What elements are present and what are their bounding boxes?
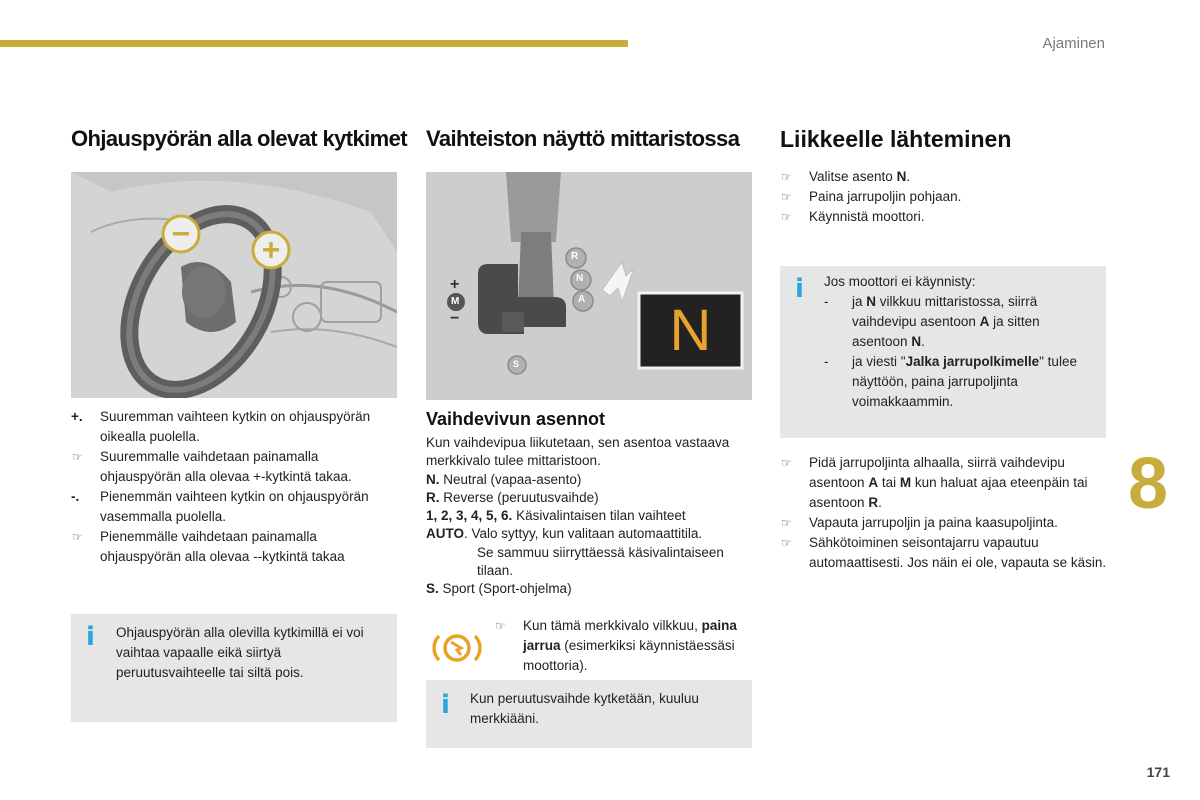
gear-positions-text [426, 434, 752, 599]
dash-item: - ja viesti "Jalka jarrupolkimelle" tulee näyttöön, paina jarrupoljinta voimakkaammin. [824, 354, 1077, 409]
gate-label-minus: − [450, 310, 460, 327]
list-marker: -. [71, 489, 80, 504]
pointing-hand-icon: ☞ [495, 619, 506, 633]
list-item: ☞ Pidä jarrupoljinta alhaalla, siirrä vaihdevipu asentoon A tai M kun haluat ajaa eteenpäin tai asentoon R. [781, 455, 1088, 510]
start-steps [780, 167, 1106, 227]
pointing-hand-icon: ☞ [781, 170, 792, 184]
info-text: Kun peruutusvaihde kytketään, kuuluu merkkiääni. [470, 691, 699, 726]
list-item: ☞ Sähkötoiminen seisontajarru vapautuu automaattisesti. Jos näin ei ole, vapauta se käsin. [781, 535, 1107, 570]
position-row: S. Sport (Sport-ohjelma) [426, 581, 572, 597]
info-text: Jos moottori ei käynnisty: - ja N vilkkuu mittaristossa, siirrä vaihdevipu asentoon A ja sitten asentoon N. - ja viesti "Jalka jarrupolkimelle" tulee näyttöön, paina jarrupoljinta voimakkaammin. [824, 272, 1094, 412]
info-icon: i [86, 622, 95, 652]
heading-steering-switches: Ohjauspyörän alla olevat kytkimet [71, 126, 408, 151]
pointing-hand-icon: ☞ [781, 536, 792, 550]
steering-wheel-illustration [71, 172, 397, 398]
info-icon: i [795, 274, 804, 304]
switch-instructions [71, 407, 397, 567]
info-box [780, 266, 1106, 438]
gate-label-n: N [576, 273, 584, 284]
page-number: 171 [1146, 764, 1170, 780]
list-item: +. Suuremman vaihteen kytkin on ohjauspyörän oikealla puolella. [71, 409, 371, 444]
position-row: R. Reverse (peruutusvaihde) [426, 489, 599, 505]
intro-text: Kun vaihdevipua liikutetaan, sen asentoa vastaava merkkivalo tulee mittaristoon. [426, 435, 730, 469]
pointing-hand-icon: ☞ [781, 190, 792, 204]
list-item: ☞ Valitse asento N. [780, 167, 1106, 187]
gate-label-a: A [578, 294, 586, 305]
auto-continuation: Se sammuu siirryttäessä käsivalintaiseen tilaan. [477, 544, 724, 579]
gate-label-s: S [513, 359, 520, 369]
pointing-hand-icon: ☞ [781, 210, 792, 224]
gear-selector-illustration [426, 172, 752, 400]
pointing-hand-icon: ☞ [781, 516, 792, 530]
gear-positions-section [426, 409, 752, 599]
section-title: Ajaminen [1042, 35, 1105, 52]
position-row: N. Neutral (vapaa-asento) [426, 471, 582, 487]
list-marker: +. [71, 409, 83, 424]
list-item: ☞ Pienemmälle vaihdetaan painamalla ohjauspyörän alla olevaa --kytkintä takaa [72, 529, 345, 564]
brake-warning-icon [429, 628, 485, 668]
dash-item: - ja N vilkkuu mittaristossa, siirrä vaihdevipu asentoon A ja sitten asentoon N. [824, 294, 1040, 349]
pointing-hand-icon: ☞ [781, 456, 792, 470]
heading-gearbox-display: Vaihteiston näyttö mittaristossa [426, 126, 740, 151]
warning-text: ☞ Kun tämä merkkivalo vilkkuu, paina jarrua (esimerkiksi käynnistäessäsi moottoria). [495, 618, 737, 673]
gate-label-plus: + [450, 276, 460, 293]
cluster-gear-display: N [669, 298, 712, 363]
info-box [426, 680, 752, 748]
info-box [71, 614, 397, 722]
position-row: AUTO. Valo syttyy, kun valitaan automaattitila. [426, 526, 703, 542]
drive-steps [780, 453, 1110, 573]
heading-starting-off: Liikkeelle lähteminen [780, 126, 1012, 152]
position-row: 1, 2, 3, 4, 5, 6. Käsivalintaisen tilan vaihteet [426, 508, 686, 524]
header-accent-bar [0, 40, 628, 47]
list-item: ☞ Käynnistä moottori. [780, 207, 1106, 227]
list-item: ☞ Vapauta jarrupoljin ja paina kaasupoljinta. [780, 513, 1110, 533]
gate-label-r: R [571, 251, 579, 262]
chapter-number: 8 [1128, 444, 1169, 524]
list-item: ☞ Suuremmalle vaihdetaan painamalla ohjauspyörän alla olevaa +-kytkintä takaa. [72, 449, 352, 484]
list-item: -. Pienemmän vaihteen kytkin on ohjauspyörän vasemmalla puolella. [71, 489, 369, 524]
list-item: ☞ Paina jarrupoljin pohjaan. [780, 187, 1106, 207]
pointing-hand-icon: ☞ [72, 530, 83, 544]
info-text: Ohjauspyörän alla olevilla kytkimillä ei voi vaihtaa vapaalle eikä siirtyä peruutusvaihteelle tai siltä pois. [116, 625, 364, 680]
pointing-hand-icon: ☞ [72, 450, 83, 464]
gate-label-m: M [451, 296, 460, 307]
info-icon: i [441, 690, 450, 720]
subheading-gear-positions: Vaihdevivun asennot [426, 409, 606, 429]
